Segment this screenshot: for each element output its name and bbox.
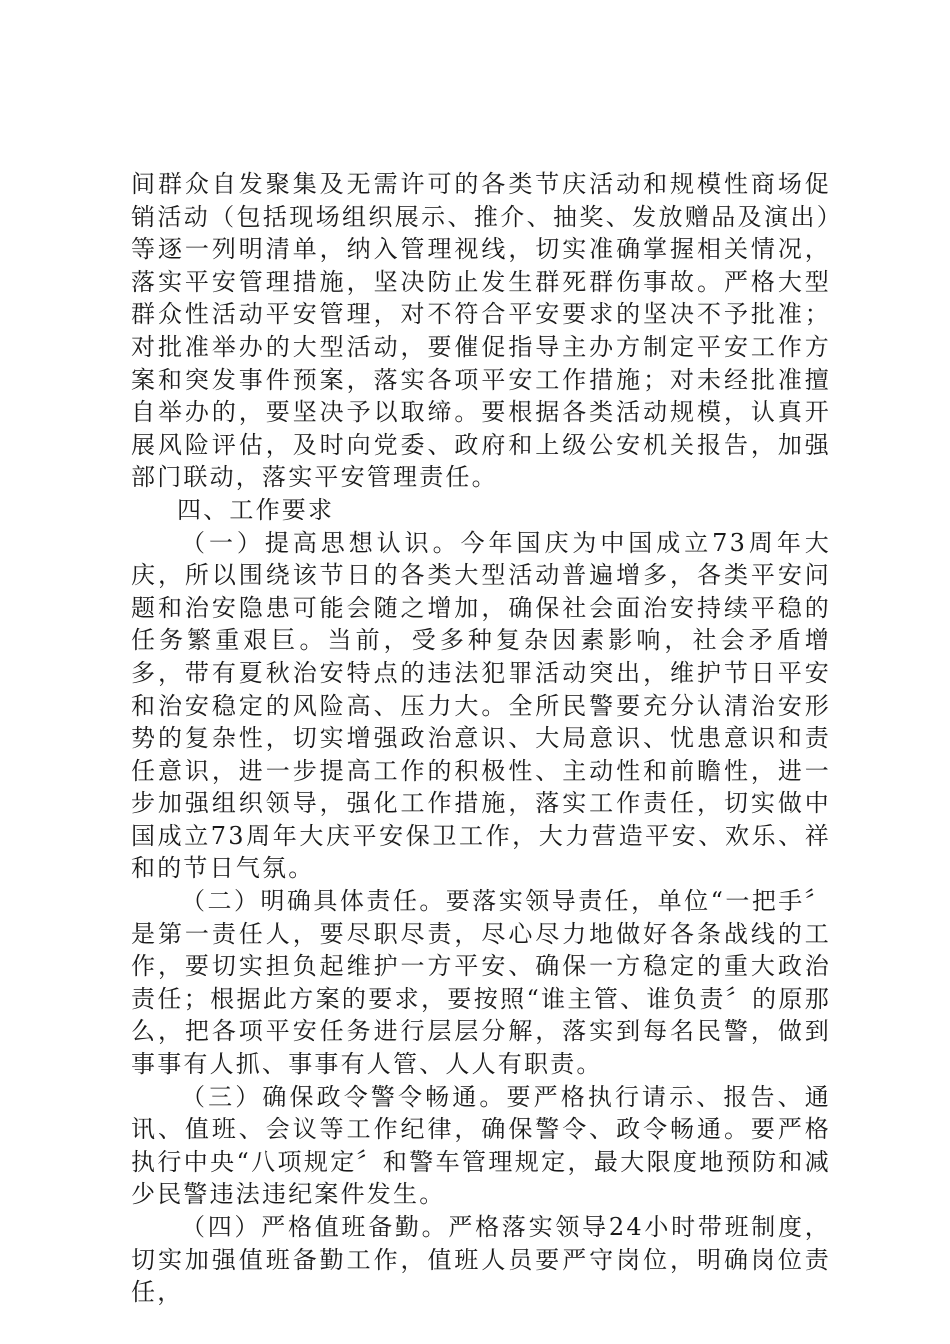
paragraph-item-2: （二）明确具体责任。要落实领导责任，单位“一把手〞是第一责任人，要尽职尽责，尽心尽力地做好各条战线的工作，要切实担负起维护一方平安、确保一方稳定的重大政治责任；根据此方案的要求，要按照“谁主管、谁负责〞的原那么，把各项平安任务进行层层分解，落实到每名民警，做到事事有人抓、事事有人管、人人有职责。 bbox=[131, 887, 831, 1079]
document-body bbox=[131, 168, 831, 1309]
section-heading: 四、工作要求 bbox=[177, 495, 335, 524]
paragraph-item-3: （三）确保政令警令畅通。要严格执行请示、报告、通讯、值班、会议等工作纪律，确保警令、政令畅通。要严格执行中央“八项规定〞和警车管理规定，最大限度地预防和减少民警违法违纪案件发生。 bbox=[131, 1082, 831, 1209]
paragraph-item-4: （四）严格值班备勤。严格落实领导24小时带班制度，切实加强值班备勤工作，值班人员要严守岗位，明确岗位责任， bbox=[131, 1213, 831, 1307]
paragraph-item-1: （一）提高思想认识。今年国庆为中国成立73周年大庆，所以围绕该节日的各类大型活动普遍增多，各类平安问题和治安隐患可能会随之增加，确保社会面治安持续平稳的任务繁重艰巨。当前，受多种复杂因素影响，社会矛盾增多，带有夏秋治安特点的违法犯罪活动突出，维护节日平安和治安稳定的风险高、压力大。全所民警要充分认清治安形势的复杂性，切实增强政治意识、大局意识、忧患意识和责任意识，进一步提高工作的积极性、主动性和前瞻性，进一步加强组织领导，强化工作措施，落实工作责任，切实做中国成立73周年大庆平安保卫工作，大力营造平安、欢乐、祥和的节日气氛。 bbox=[131, 528, 831, 883]
paragraph-continued: 间群众自发聚集及无需许可的各类节庆活动和规模性商场促销活动（包括现场组织展示、推介、抽奖、发放赠品及演出）等逐一列明清单，纳入管理视线，切实准确掌握相关情况，落实平安管理措施，坚决防止发生群死群伤事故。严格大型群众性活动平安管理，对不符合平安要求的坚决不予批准；对批准举办的大型活动，要催促指导主办方制定平安工作方案和突发事件预案，落实各项平安工作措施；对未经批准擅自举办的，要坚决予以取缔。要根据各类活动规模，认真开展风险评估，及时向党委、政府和上级公安机关报告，加强部门联动，落实平安管理责任。 bbox=[131, 170, 831, 492]
